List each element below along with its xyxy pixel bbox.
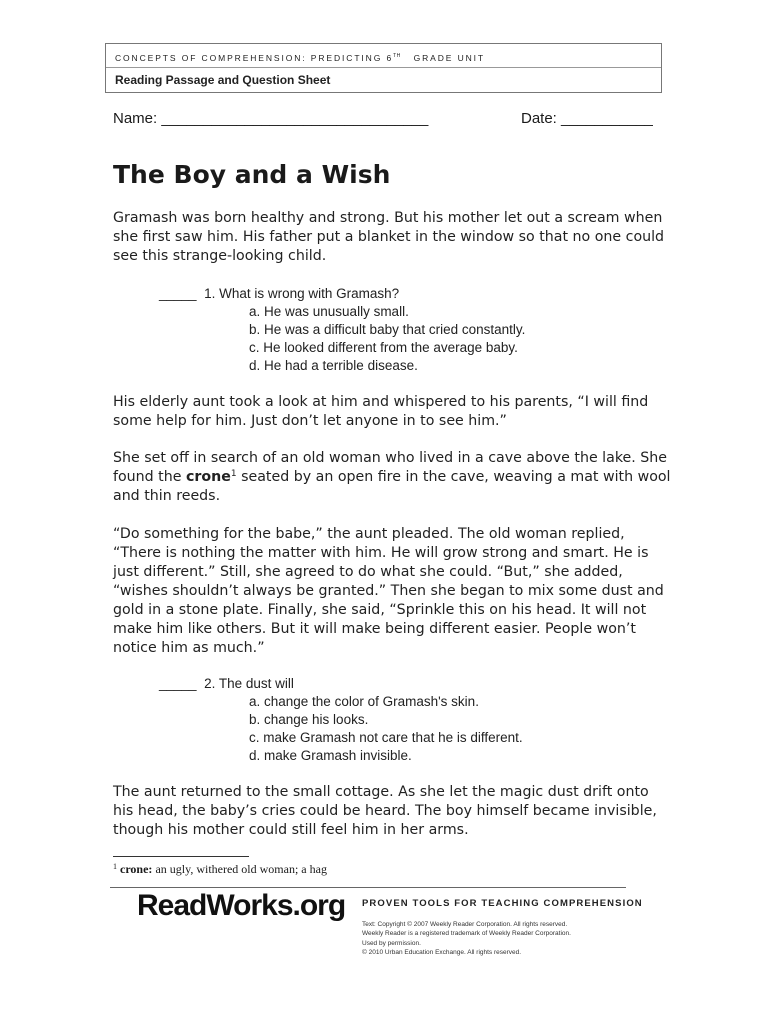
footer-tagline: PROVEN TOOLS FOR TEACHING COMPREHENSION <box>362 898 643 909</box>
unit-title-end: GRADE UNIT <box>413 53 486 63</box>
copyright-line: Weekly Reader is a registered trademark of Weekly Reader Corporation. <box>362 930 571 938</box>
date-line <box>521 110 653 127</box>
footnote <box>113 862 327 877</box>
copyright-line: Text: Copyright © 2007 Weekly Reader Corporation. All rights reserved. <box>362 921 568 928</box>
copyright-line: Used by permission. <box>362 939 421 947</box>
footnote-definition: an ugly, withered old woman; a hag <box>152 862 327 876</box>
paragraph-4: “Do something for the babe,” the aunt pleaded. The old woman replied, “There is nothing the matter with him. He will grow strong and smart. He is just different.” Still, she agreed to do what she could. “But,” she added, “wishes shouldn’t always be granted.” Then she began to mix some dust and gold in a stone plate. Finally, she said, “Sprinkle this on his head. It will not make him like others. But it will make being different easier. People won’t notice him as much.” <box>113 526 664 656</box>
footnote-marker: 1 <box>230 469 237 479</box>
question-stem <box>159 284 525 303</box>
copyright-block <box>362 920 571 957</box>
answer-option: d. make Gramash invisible. <box>249 748 412 763</box>
answer-option: a. change the color of Gramash's skin. <box>249 694 479 709</box>
paragraph-2: His elderly aunt took a look at him and whispered to his parents, “I will find some help for him. Just don’t let anyone in to see him.” <box>113 394 649 429</box>
answer-option: c. He looked different from the average baby. <box>249 340 518 355</box>
date-blank: ___________ <box>561 110 653 127</box>
question-text: 1. What is wrong with Gramash? <box>204 286 400 301</box>
unit-title <box>106 44 661 68</box>
name-label: Name: <box>113 110 158 127</box>
copyright-line: © 2010 Urban Education Exchange. All rights reserved. <box>362 948 522 956</box>
passage-title: The Boy and a Wish <box>113 160 391 189</box>
answer-blank: _____ <box>159 676 197 691</box>
question-stem <box>159 674 523 693</box>
paragraph-1: Gramash was born healthy and strong. But his mother let out a scream when she first saw him. His father put a blanket in the window so that no one could see this strange-looking child. <box>113 210 665 264</box>
footnote-divider <box>113 856 249 857</box>
name-line <box>113 110 428 127</box>
unit-title-superscript: TH <box>393 53 401 59</box>
paragraph-5: The aunt returned to the small cottage. As she let the magic dust drift onto his head, the baby’s cries could be heard. The boy himself became invisible, though his mother could still feel him in her arms. <box>113 784 657 838</box>
footer-divider <box>110 887 626 888</box>
date-label: Date: <box>521 110 557 127</box>
question-text: 2. The dust will <box>204 676 294 691</box>
name-blank: ________________________________ <box>161 110 429 127</box>
paragraph-3-text-end: seated by an open fire in the cave, weaving a mat with wool and thin reeds. <box>113 469 671 504</box>
answer-option: b. He was a difficult baby that cried constantly. <box>249 322 526 337</box>
answer-option: d. He had a terrible disease. <box>249 358 418 373</box>
footnote-number: 1 <box>113 862 117 871</box>
vocabulary-word: crone <box>185 469 231 485</box>
paragraph-3 <box>113 449 673 506</box>
answer-blank: _____ <box>159 286 197 301</box>
answer-option: a. He was unusually small. <box>249 304 409 319</box>
readworks-logo: ReadWorks.org <box>137 889 346 922</box>
question-2 <box>159 674 523 765</box>
sheet-title: Reading Passage and Question Sheet <box>115 73 331 87</box>
paragraph-3-text: She set off in search of an old woman who lived in a cave above the lake. She found the <box>113 450 668 485</box>
answer-option: b. change his looks. <box>249 712 369 727</box>
question-1 <box>159 284 525 375</box>
footnote-term: crone: <box>120 862 153 876</box>
unit-title-text: CONCEPTS OF COMPREHENSION: PREDICTING 6 <box>115 53 394 63</box>
unit-header <box>105 43 662 93</box>
answer-option: c. make Gramash not care that he is different. <box>249 730 523 745</box>
